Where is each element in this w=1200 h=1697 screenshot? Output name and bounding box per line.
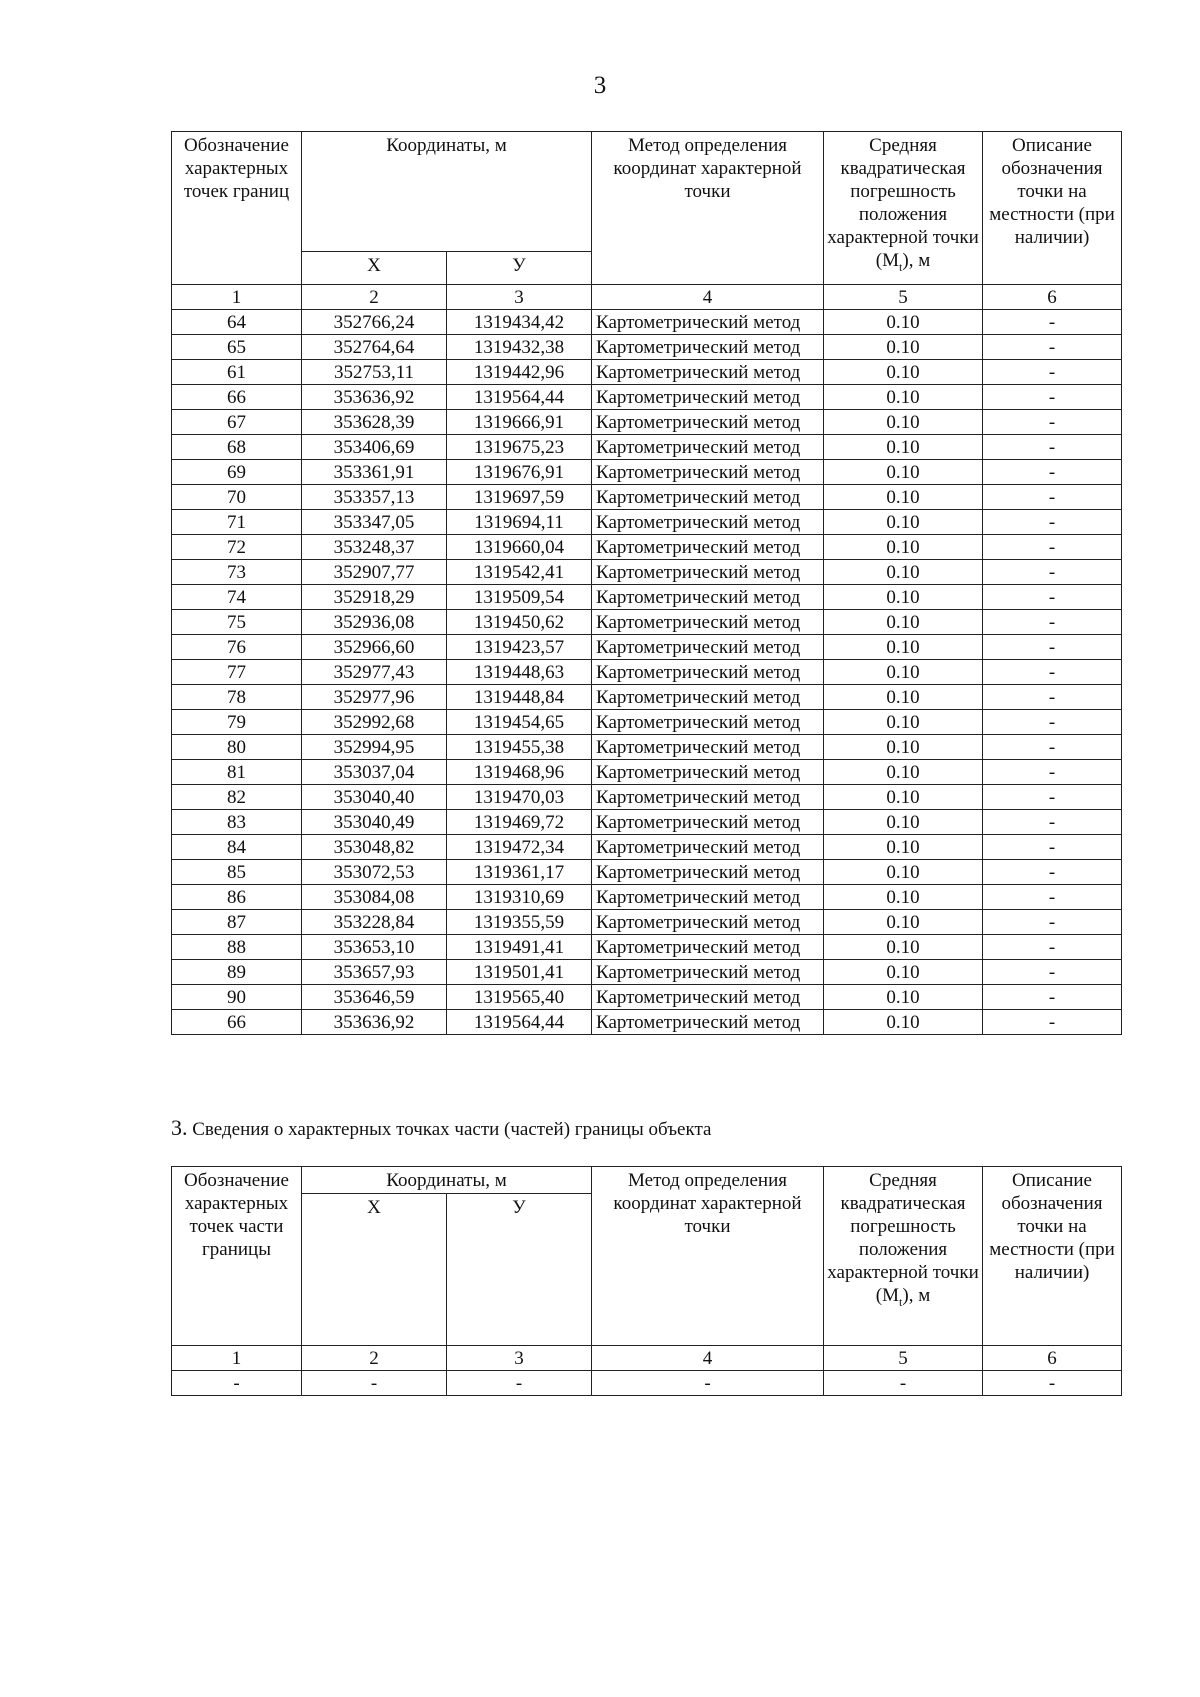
y-coordinate-cell: 1319472,34 xyxy=(447,835,592,860)
x-coordinate-cell: 352766,24 xyxy=(302,310,447,335)
method-cell: Картометрический метод xyxy=(592,435,824,460)
y-coordinate-cell: 1319450,62 xyxy=(447,610,592,635)
method-cell: Картометрический метод xyxy=(592,485,824,510)
table-row xyxy=(172,585,1122,610)
y-coordinate-cell: 1319564,44 xyxy=(447,385,592,410)
description-cell: - xyxy=(983,810,1122,835)
description-cell: - xyxy=(983,660,1122,685)
y-coordinate-cell: 1319442,96 xyxy=(447,360,592,385)
description-cell: - xyxy=(983,560,1122,585)
method-cell: Картометрический метод xyxy=(592,610,824,635)
method-cell: Картометрический метод xyxy=(592,785,824,810)
error-cell: 0.10 xyxy=(824,435,983,460)
error-cell: 0.10 xyxy=(824,635,983,660)
table-row xyxy=(172,360,1122,385)
header-description: Описание обозначения точки на местности (при наличии) xyxy=(983,1167,1122,1346)
error-cell: 0.10 xyxy=(824,460,983,485)
point-id-cell: 73 xyxy=(172,560,302,585)
header-error: Средняя квадратическая погрешность положения характерной точки $(M_t)$, м xyxy=(824,132,983,285)
table-row xyxy=(172,485,1122,510)
method-cell: Картометрический метод xyxy=(592,960,824,985)
y-coordinate-cell: 1319501,41 xyxy=(447,960,592,985)
y-coordinate-cell: 1319564,44 xyxy=(447,1010,592,1035)
y-coordinate-cell: 1319565,40 xyxy=(447,985,592,1010)
header-coordinates: Координаты, м xyxy=(302,132,592,252)
x-coordinate-cell: 352918,29 xyxy=(302,585,447,610)
x-coordinate-cell: 353636,92 xyxy=(302,1010,447,1035)
table-row xyxy=(172,860,1122,885)
y-coordinate-cell: 1319310,69 xyxy=(447,885,592,910)
description-cell: - xyxy=(983,635,1122,660)
table-row xyxy=(172,635,1122,660)
method-cell: Картометрический метод xyxy=(592,560,824,585)
x-coordinate-cell: 353040,40 xyxy=(302,785,447,810)
description-cell: - xyxy=(983,985,1122,1010)
point-id-cell: 70 xyxy=(172,485,302,510)
column-number: 2 xyxy=(302,285,447,310)
point-id-cell: 72 xyxy=(172,535,302,560)
method-cell: - xyxy=(592,1371,824,1396)
x-coordinate-cell: 353361,91 xyxy=(302,460,447,485)
point-id-cell: 61 xyxy=(172,360,302,385)
point-id-cell: 84 xyxy=(172,835,302,860)
y-coordinate-cell: 1319542,41 xyxy=(447,560,592,585)
method-cell: Картометрический метод xyxy=(592,685,824,710)
y-coordinate-cell: 1319509,54 xyxy=(447,585,592,610)
table-row xyxy=(172,385,1122,410)
error-cell: 0.10 xyxy=(824,810,983,835)
table-row xyxy=(172,785,1122,810)
table-row xyxy=(172,935,1122,960)
point-id-cell: 86 xyxy=(172,885,302,910)
description-cell: - xyxy=(983,460,1122,485)
method-cell: Картометрический метод xyxy=(592,410,824,435)
header-point-designation: Обозначение характерных точек границ xyxy=(172,132,302,285)
header-method: Метод определения координат характерной точки xyxy=(592,1167,824,1346)
description-cell: - xyxy=(983,335,1122,360)
point-id-cell: 71 xyxy=(172,510,302,535)
method-cell: Картометрический метод xyxy=(592,460,824,485)
x-coordinate-cell: 352936,08 xyxy=(302,610,447,635)
y-coordinate-cell: 1319676,91 xyxy=(447,460,592,485)
x-coordinate-cell: 352977,43 xyxy=(302,660,447,685)
x-coordinate-cell: 353347,05 xyxy=(302,510,447,535)
description-cell: - xyxy=(983,485,1122,510)
point-id-cell: - xyxy=(172,1371,302,1396)
method-cell: Картометрический метод xyxy=(592,310,824,335)
y-coordinate-cell: - xyxy=(447,1371,592,1396)
method-cell: Картометрический метод xyxy=(592,585,824,610)
column-number: 6 xyxy=(983,285,1122,310)
error-cell: 0.10 xyxy=(824,935,983,960)
description-cell: - xyxy=(983,910,1122,935)
point-id-cell: 65 xyxy=(172,335,302,360)
error-cell: 0.10 xyxy=(824,960,983,985)
description-cell: - xyxy=(983,685,1122,710)
method-cell: Картометрический метод xyxy=(592,760,824,785)
x-coordinate-cell: 353636,92 xyxy=(302,385,447,410)
error-cell: 0.10 xyxy=(824,985,983,1010)
column-number: 5 xyxy=(824,1346,983,1371)
error-cell: 0.10 xyxy=(824,335,983,360)
column-number: 5 xyxy=(824,285,983,310)
x-coordinate-cell: 352966,60 xyxy=(302,635,447,660)
y-coordinate-cell: 1319491,41 xyxy=(447,935,592,960)
error-cell: 0.10 xyxy=(824,360,983,385)
x-coordinate-cell: 353657,93 xyxy=(302,960,447,985)
method-cell: Картометрический метод xyxy=(592,860,824,885)
x-coordinate-cell: 353628,39 xyxy=(302,410,447,435)
error-cell: 0.10 xyxy=(824,860,983,885)
error-cell: 0.10 xyxy=(824,1010,983,1035)
table-row xyxy=(172,960,1122,985)
page-number: 3 xyxy=(593,72,607,99)
error-cell: 0.10 xyxy=(824,685,983,710)
method-cell: Картометрический метод xyxy=(592,935,824,960)
table-row xyxy=(172,460,1122,485)
error-cell: 0.10 xyxy=(824,710,983,735)
point-id-cell: 64 xyxy=(172,310,302,335)
error-cell: - xyxy=(824,1371,983,1396)
table-row xyxy=(172,660,1122,685)
point-id-cell: 66 xyxy=(172,385,302,410)
error-cell: 0.10 xyxy=(824,310,983,335)
x-coordinate-cell: 353048,82 xyxy=(302,835,447,860)
table-row xyxy=(172,910,1122,935)
description-cell: - xyxy=(983,885,1122,910)
y-coordinate-cell: 1319455,38 xyxy=(447,735,592,760)
point-id-cell: 85 xyxy=(172,860,302,885)
header-coordinates: Координаты, м xyxy=(302,1167,592,1194)
error-cell: 0.10 xyxy=(824,660,983,685)
point-id-cell: 69 xyxy=(172,460,302,485)
method-cell: Картометрический метод xyxy=(592,660,824,685)
y-coordinate-cell: 1319423,57 xyxy=(447,635,592,660)
point-id-cell: 83 xyxy=(172,810,302,835)
header-error: Средняя квадратическая погрешность положения характерной точки $(M_t)$, м xyxy=(824,1167,983,1346)
x-coordinate-cell: 353653,10 xyxy=(302,935,447,960)
error-cell: 0.10 xyxy=(824,610,983,635)
point-id-cell: 77 xyxy=(172,660,302,685)
header-x: Х xyxy=(302,1194,447,1346)
point-id-cell: 68 xyxy=(172,435,302,460)
table-row xyxy=(172,510,1122,535)
table-row xyxy=(172,685,1122,710)
table-row xyxy=(172,410,1122,435)
x-coordinate-cell: 352977,96 xyxy=(302,685,447,710)
x-coordinate-cell: 352992,68 xyxy=(302,710,447,735)
column-number: 3 xyxy=(447,285,592,310)
point-id-cell: 76 xyxy=(172,635,302,660)
error-cell: 0.10 xyxy=(824,585,983,610)
description-cell: - xyxy=(983,435,1122,460)
y-coordinate-cell: 1319355,59 xyxy=(447,910,592,935)
description-cell: - xyxy=(983,760,1122,785)
method-cell: Картометрический метод xyxy=(592,535,824,560)
column-number: 4 xyxy=(592,285,824,310)
column-number: 2 xyxy=(302,1346,447,1371)
point-id-cell: 82 xyxy=(172,785,302,810)
section-title-text: Сведения о характерных точках части (частей) границы объекта xyxy=(192,1119,712,1140)
description-cell: - xyxy=(983,360,1122,385)
y-coordinate-cell: 1319675,23 xyxy=(447,435,592,460)
point-id-cell: 66 xyxy=(172,1010,302,1035)
table-row xyxy=(172,735,1122,760)
table-row xyxy=(172,535,1122,560)
section-number: 3. xyxy=(171,1115,188,1140)
error-cell: 0.10 xyxy=(824,760,983,785)
description-cell: - xyxy=(983,935,1122,960)
table-row xyxy=(172,335,1122,360)
part-boundary-points-table xyxy=(171,1166,1122,1396)
point-id-cell: 81 xyxy=(172,760,302,785)
boundary-points-table xyxy=(171,131,1122,1035)
error-cell: 0.10 xyxy=(824,410,983,435)
description-cell: - xyxy=(983,835,1122,860)
error-cell: 0.10 xyxy=(824,535,983,560)
description-cell: - xyxy=(983,1371,1122,1396)
error-cell: 0.10 xyxy=(824,885,983,910)
column-number-row xyxy=(172,285,1122,310)
table-row xyxy=(172,885,1122,910)
error-cell: 0.10 xyxy=(824,735,983,760)
table-row xyxy=(172,760,1122,785)
table-row xyxy=(172,1371,1122,1396)
y-coordinate-cell: 1319434,42 xyxy=(447,310,592,335)
error-cell: 0.10 xyxy=(824,835,983,860)
column-number: 4 xyxy=(592,1346,824,1371)
error-cell: 0.10 xyxy=(824,385,983,410)
x-coordinate-cell: 352907,77 xyxy=(302,560,447,585)
method-cell: Картометрический метод xyxy=(592,335,824,360)
error-cell: 0.10 xyxy=(824,510,983,535)
x-coordinate-cell: - xyxy=(302,1371,447,1396)
point-id-cell: 74 xyxy=(172,585,302,610)
table-row xyxy=(172,435,1122,460)
y-coordinate-cell: 1319432,38 xyxy=(447,335,592,360)
y-coordinate-cell: 1319469,72 xyxy=(447,810,592,835)
header-y: У xyxy=(447,1194,592,1346)
y-coordinate-cell: 1319697,59 xyxy=(447,485,592,510)
x-coordinate-cell: 353248,37 xyxy=(302,535,447,560)
y-coordinate-cell: 1319470,03 xyxy=(447,785,592,810)
description-cell: - xyxy=(983,410,1122,435)
method-cell: Картометрический метод xyxy=(592,360,824,385)
point-id-cell: 80 xyxy=(172,735,302,760)
y-coordinate-cell: 1319448,63 xyxy=(447,660,592,685)
method-cell: Картометрический метод xyxy=(592,385,824,410)
error-cell: 0.10 xyxy=(824,485,983,510)
y-coordinate-cell: 1319361,17 xyxy=(447,860,592,885)
description-cell: - xyxy=(983,960,1122,985)
x-coordinate-cell: 352764,64 xyxy=(302,335,447,360)
description-cell: - xyxy=(983,585,1122,610)
column-number: 1 xyxy=(172,1346,302,1371)
x-coordinate-cell: 353037,04 xyxy=(302,760,447,785)
column-number: 3 xyxy=(447,1346,592,1371)
method-cell: Картометрический метод xyxy=(592,735,824,760)
x-coordinate-cell: 353357,13 xyxy=(302,485,447,510)
table-row xyxy=(172,710,1122,735)
point-id-cell: 75 xyxy=(172,610,302,635)
table-row xyxy=(172,985,1122,1010)
description-cell: - xyxy=(983,385,1122,410)
description-cell: - xyxy=(983,1010,1122,1035)
x-coordinate-cell: 353646,59 xyxy=(302,985,447,1010)
point-id-cell: 88 xyxy=(172,935,302,960)
point-id-cell: 78 xyxy=(172,685,302,710)
y-coordinate-cell: 1319694,11 xyxy=(447,510,592,535)
table-row xyxy=(172,1010,1122,1035)
y-coordinate-cell: 1319468,96 xyxy=(447,760,592,785)
header-description: Описание обозначения точки на местности (при наличии) xyxy=(983,132,1122,285)
method-cell: Картометрический метод xyxy=(592,835,824,860)
method-cell: Картометрический метод xyxy=(592,710,824,735)
description-cell: - xyxy=(983,610,1122,635)
point-id-cell: 79 xyxy=(172,710,302,735)
x-coordinate-cell: 353084,08 xyxy=(302,885,447,910)
table-row xyxy=(172,310,1122,335)
point-id-cell: 89 xyxy=(172,960,302,985)
point-id-cell: 67 xyxy=(172,410,302,435)
method-cell: Картометрический метод xyxy=(592,885,824,910)
table-row xyxy=(172,835,1122,860)
header-x: Х xyxy=(302,252,447,285)
table-row xyxy=(172,610,1122,635)
column-number: 1 xyxy=(172,285,302,310)
section-title xyxy=(171,1115,711,1141)
y-coordinate-cell: 1319454,65 xyxy=(447,710,592,735)
method-cell: Картометрический метод xyxy=(592,810,824,835)
description-cell: - xyxy=(983,710,1122,735)
method-cell: Картометрический метод xyxy=(592,985,824,1010)
error-cell: 0.10 xyxy=(824,785,983,810)
y-coordinate-cell: 1319666,91 xyxy=(447,410,592,435)
method-cell: Картометрический метод xyxy=(592,635,824,660)
description-cell: - xyxy=(983,735,1122,760)
y-coordinate-cell: 1319660,04 xyxy=(447,535,592,560)
point-id-cell: 87 xyxy=(172,910,302,935)
table-row xyxy=(172,560,1122,585)
x-coordinate-cell: 353228,84 xyxy=(302,910,447,935)
method-cell: Картометрический метод xyxy=(592,1010,824,1035)
description-cell: - xyxy=(983,860,1122,885)
method-cell: Картометрический метод xyxy=(592,910,824,935)
x-coordinate-cell: 353072,53 xyxy=(302,860,447,885)
y-coordinate-cell: 1319448,84 xyxy=(447,685,592,710)
table-row xyxy=(172,810,1122,835)
x-coordinate-cell: 352753,11 xyxy=(302,360,447,385)
description-cell: - xyxy=(983,310,1122,335)
error-cell: 0.10 xyxy=(824,560,983,585)
description-cell: - xyxy=(983,785,1122,810)
description-cell: - xyxy=(983,535,1122,560)
method-cell: Картометрический метод xyxy=(592,510,824,535)
x-coordinate-cell: 353040,49 xyxy=(302,810,447,835)
point-id-cell: 90 xyxy=(172,985,302,1010)
x-coordinate-cell: 353406,69 xyxy=(302,435,447,460)
header-method: Метод определения координат характерной точки xyxy=(592,132,824,285)
error-cell: 0.10 xyxy=(824,910,983,935)
header-y: У xyxy=(447,252,592,285)
x-coordinate-cell: 352994,95 xyxy=(302,735,447,760)
column-number-row xyxy=(172,1346,1122,1371)
column-number: 6 xyxy=(983,1346,1122,1371)
header-point-designation: Обозначение характерных точек части границы xyxy=(172,1167,302,1346)
description-cell: - xyxy=(983,510,1122,535)
